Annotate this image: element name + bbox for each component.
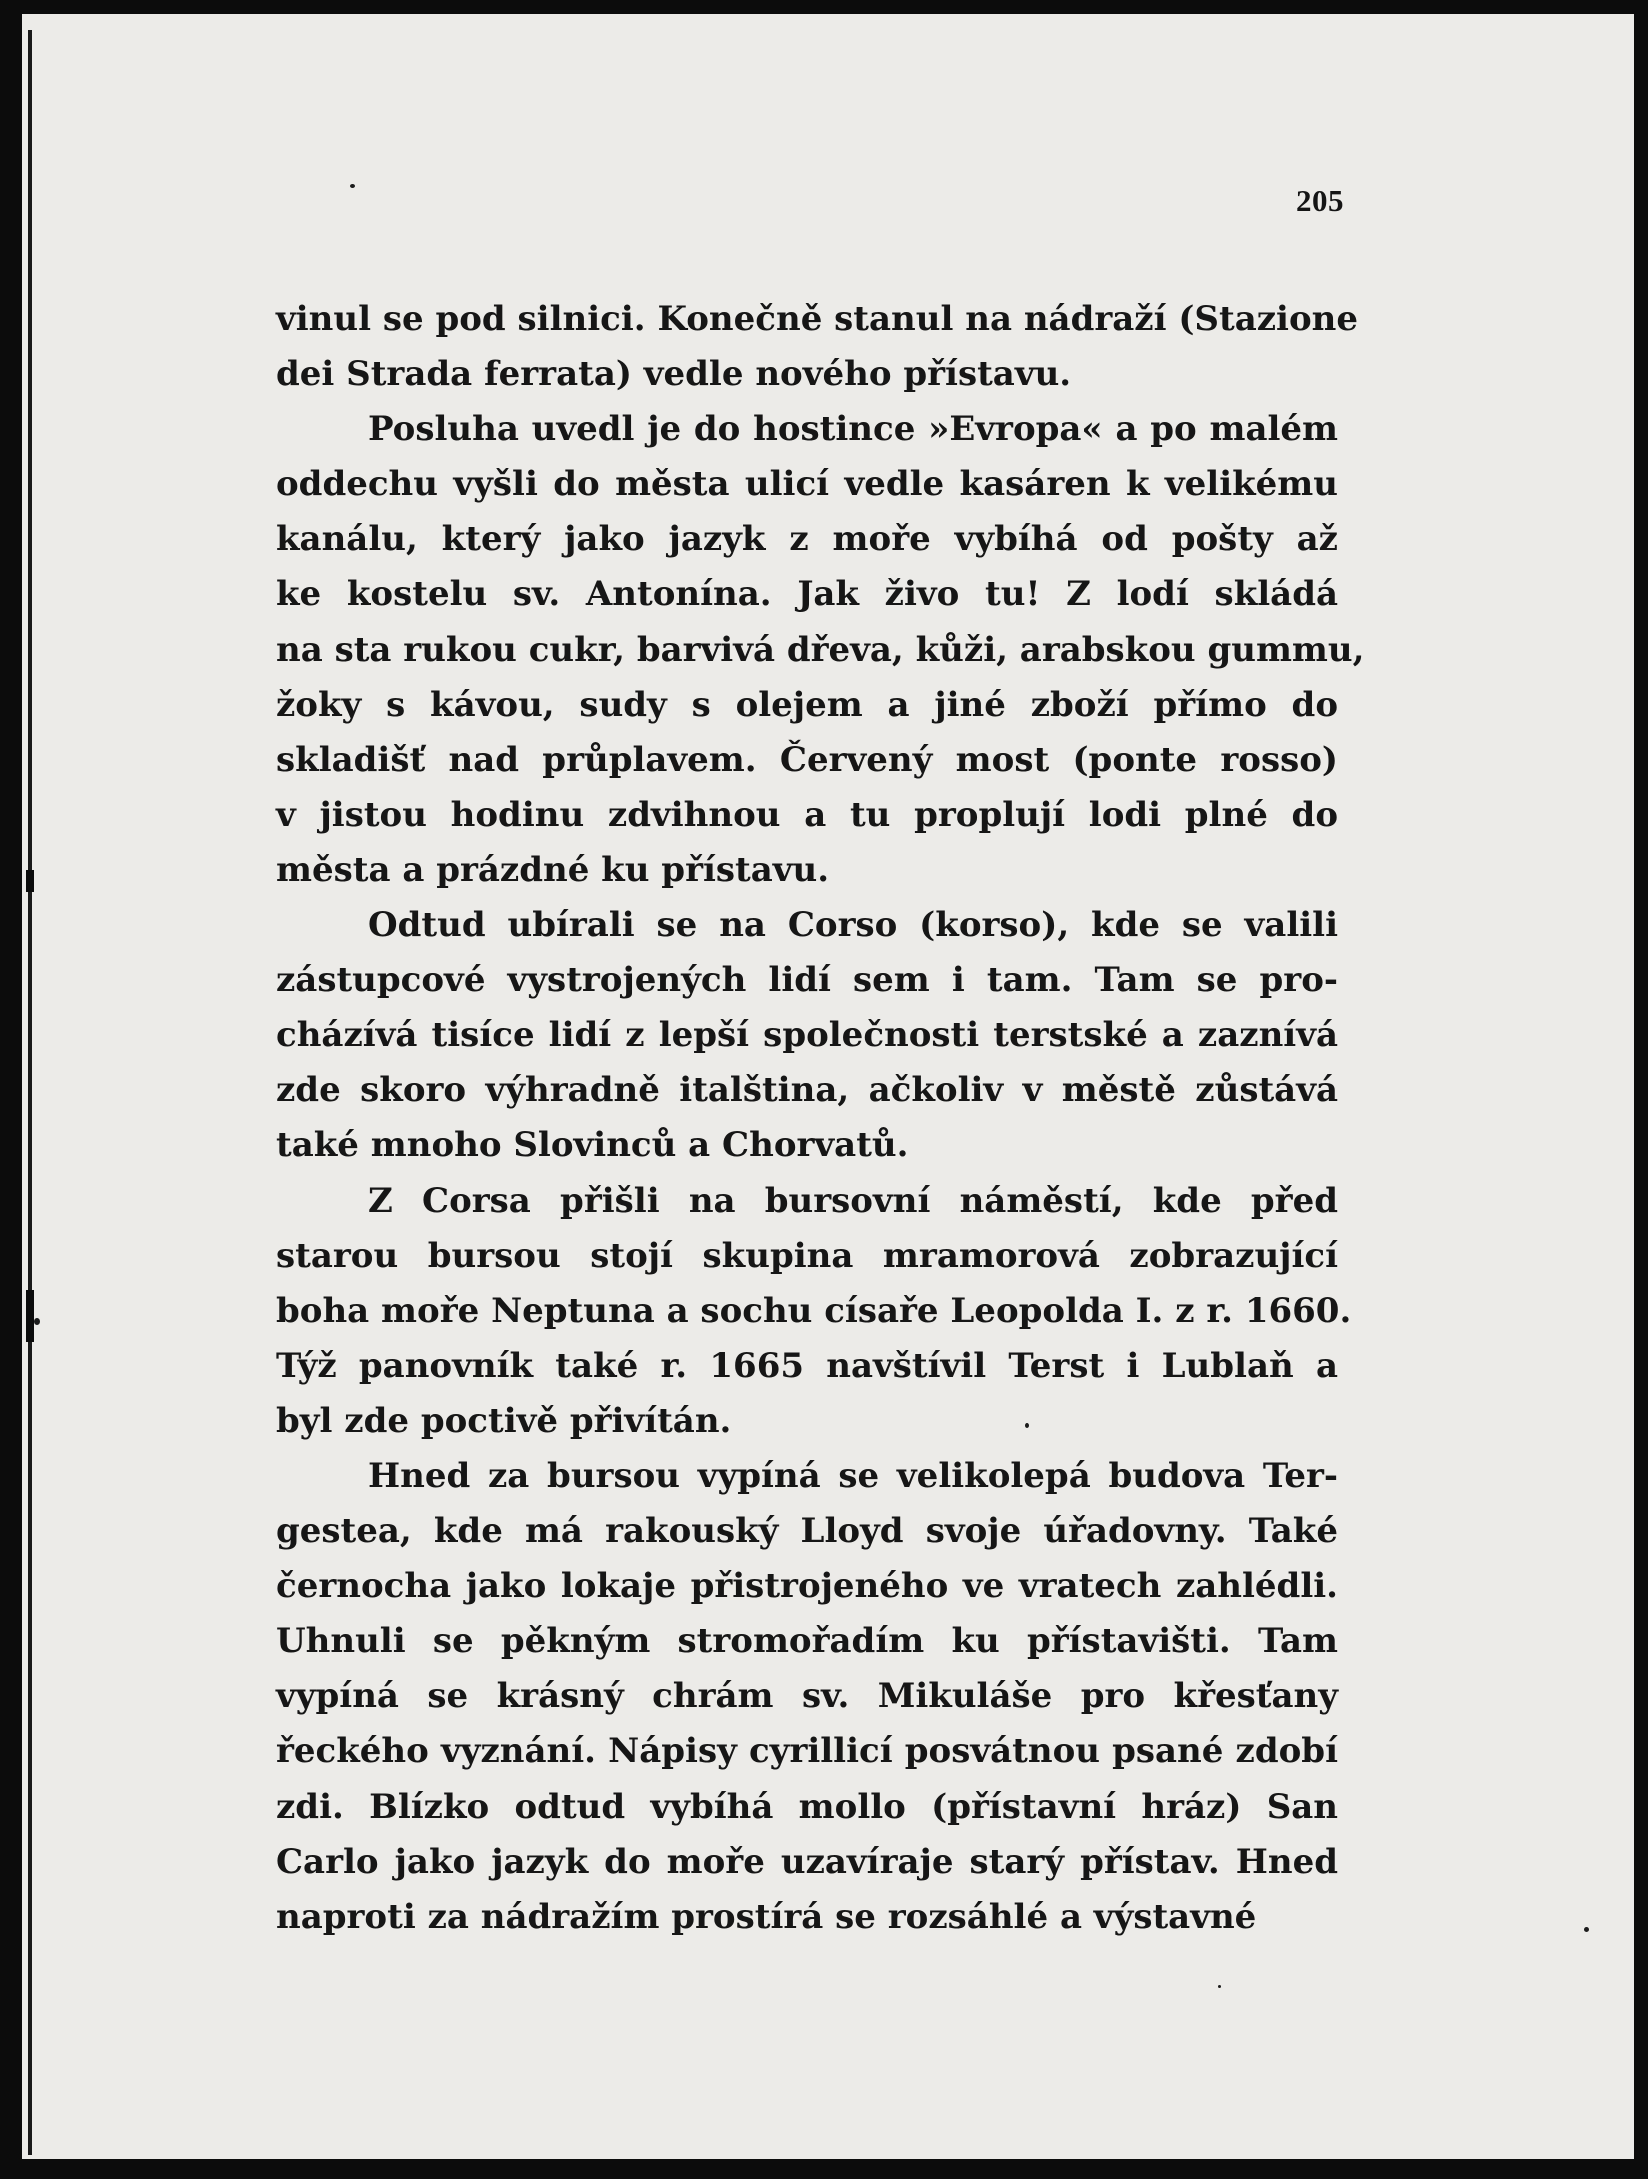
text-line: Týž panovník také r. 1665 navštívil Terst i Lublaň a [276,1345,1338,1386]
text-line: dei Strada ferrata) vedle nového přístavu. [276,354,1072,395]
text-line: černocha jako lokaje přistrojeného ve vratech zahlédli. [276,1566,1338,1607]
text-line: Z Corsa přišli na bursovní náměstí, kde před [368,1180,1338,1221]
binding-notch [26,870,34,892]
text-line: Posluha uvedl je do hostince »Evropa« a po malém [368,409,1338,450]
body-text [276,292,1365,1945]
text-line: oddechu vyšli do města ulicí vedle kasáren k velikému [276,464,1338,505]
text-line: zástupcové vystrojených lidí sem i tam. Tam se pro- [276,960,1338,1001]
text-line: vypíná se krásný chrám sv. Mikuláše pro křesťany [276,1676,1338,1717]
text-line: kanálu, který jako jazyk z moře vybíhá od pošty až [276,519,1338,560]
text-line: žoky s kávou, sudy s olejem a jiné zboží přímo do [276,684,1338,725]
text-line: řeckého vyznání. Nápisy cyrillicí posvátnou psané zdobí [276,1731,1338,1772]
text-line: vinul se pod silnici. Konečně stanul na nádraží (Stazione [276,299,1358,339]
text-line: byl zde poctivě přivítán. [276,1400,732,1441]
text-line: zde skoro výhradně italština, ačkoliv v městě zůstává [276,1070,1338,1111]
text-line: Hned za bursou vypíná se velikolepá budova Ter- [368,1455,1338,1496]
page-number: 205 [1296,183,1344,218]
text-line: také mnoho Slovinců a Chorvatů. [276,1125,909,1166]
text-line: města a prázdné ku přístavu. [276,849,830,890]
binding-notch [26,1290,34,1342]
text-line: skladišť nad průplavem. Červený most (ponte rosso) [276,739,1338,780]
text-line: na sta rukou cukr, barvivá dřeva, kůži, arabskou gummu, [276,629,1365,670]
scan-speck [34,1318,40,1325]
text-line: zdi. Blízko odtud vybíhá mollo (přístavní hráz) San [276,1786,1338,1827]
text-line: Carlo jako jazyk do moře uzavíraje starý přístav. Hned [276,1841,1338,1882]
scan-speck [350,184,355,188]
text-line: gestea, kde má rakouský Lloyd svoje úřadovny. Také [276,1511,1338,1552]
text-line: naproti za nádražím prostírá se rozsáhlé a výstavné [276,1896,1257,1937]
paragraph [276,292,1358,402]
paragraph [276,1449,1338,1945]
scan-speck [1218,1985,1221,1988]
paragraph [276,1174,1352,1449]
scan-speck [1584,1927,1589,1932]
text-line: Uhnuli se pěkným stromořadím ku přístavišti. Tam [276,1621,1338,1662]
text-line: v jistou hodinu zdvihnou a tu proplují lodi plné do [276,794,1338,835]
paragraph [276,898,1338,1173]
text-line: starou bursou stojí skupina mramorová zobrazující [276,1235,1338,1276]
paragraph [276,402,1365,898]
text-line: cházívá tisíce lidí z lepší společnosti terstské a zaznívá [276,1015,1338,1056]
text-line: boha moře Neptuna a sochu císaře Leopolda I. z r. 1660. [276,1290,1352,1331]
text-line: ke kostelu sv. Antonína. Jak živo tu! Z lodí skládá [276,574,1338,615]
text-line: Odtud ubírali se na Corso (korso), kde se valili [368,905,1338,946]
scan-speck [1025,1423,1029,1428]
page-binding-edge [28,30,32,2155]
